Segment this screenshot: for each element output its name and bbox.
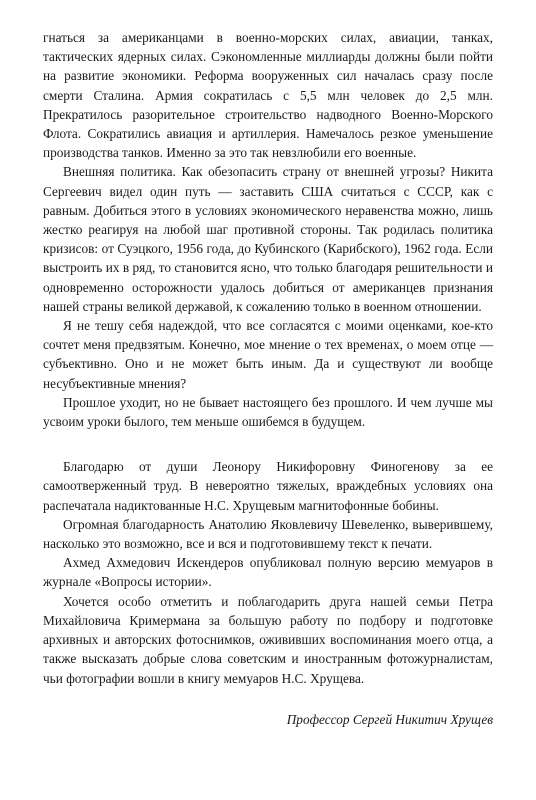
paragraph-past: Прошлое уходит, но не бывает настоящего без прошлого. И чем лучше мы усвоим уроки былого, тем меньше ошибемся в будущем. (43, 394, 493, 430)
section-gap (43, 431, 493, 457)
acknowledgement-iskenderov: Ахмед Ахмедович Искендеров опубликовал полную версию мемуаров в журнале «Вопросы истории». (43, 555, 493, 590)
paragraph-opinion: Я не тешу себя надеждой, что все согласятся с моими оценками, кое-кто сочтет меня предвзятым. Конечно, мое мнение о тех временах, о моем отце — субъективно. Оно и не может быть иным. Да и существуют ли вообще несубъективные мнения? (43, 318, 493, 391)
main-text (43, 28, 493, 431)
acknowledgement-shevelenko: Огромная благодарность Анатолию Яковлевичу Шевеленко, выверившему, насколько это возможно, все и вся и подготовившему текст к печати. (43, 516, 493, 552)
paragraph-continued: гнаться за американцами в военно-морских силах, авиации, танках, тактических ядерных силах. Сэкономленные миллиарды должны были пойти на развитие экономики. Реформа вооруженных сил началась сразу после смерти Сталина. Армия сократилась с 5,5 млн человек до 2,5 млн. Прекратилось разорительное строительство надводного Военно-Морского Флота. Сократились авиация и артиллерия. Намечалось резкое уменьшение производства танков. Именно за это так невзлюбили его военные. (43, 30, 493, 161)
acknowledgements (43, 457, 493, 687)
acknowledgement-krimerman: Хочется особо отметить и поблагодарить друга нашей семьи Петра Михайловича Кримермана за большую работу по подбору и подготовке архивных и авторских фотоснимков, ожививших воспоминания моего отца, а также высказать добрые слова советским и иностранным фотожурналистам, чьи фотографии вошли в книгу мемуаров Н.С. Хрущева. (43, 593, 493, 686)
acknowledgement-finogenova: Благодарю от души Леонору Никифоровну Финогенову за ее самоотверженный труд. В невероятно тяжелых, враждебных условиях она распечатала надиктованные Н.С. Хрущевым магнитофонные бобины. (43, 459, 493, 513)
paragraph-foreign-policy: Внешняя политика. Как обезопасить страну от внешней угрозы? Никита Сергеевич видел один путь — заставить США считаться с СССР, как с равным. Добиться этого в условиях экономического неравенства можно, лишь жестко реагируя на любой шаг противной стороны. Так родилась политика кризисов: от Суэцкого, 1956 года, до Кубинского (Карибского), 1962 года. Если выстроить их в ряд, то становится ясно, что только благодаря решительности и одновременно осторожности удалось добиться от американцев признания нашей страны великой державой, к сожалению только в военном отношении. (43, 164, 493, 314)
author-signature: Профессор Сергей Никитич Хрущев (286, 711, 493, 727)
